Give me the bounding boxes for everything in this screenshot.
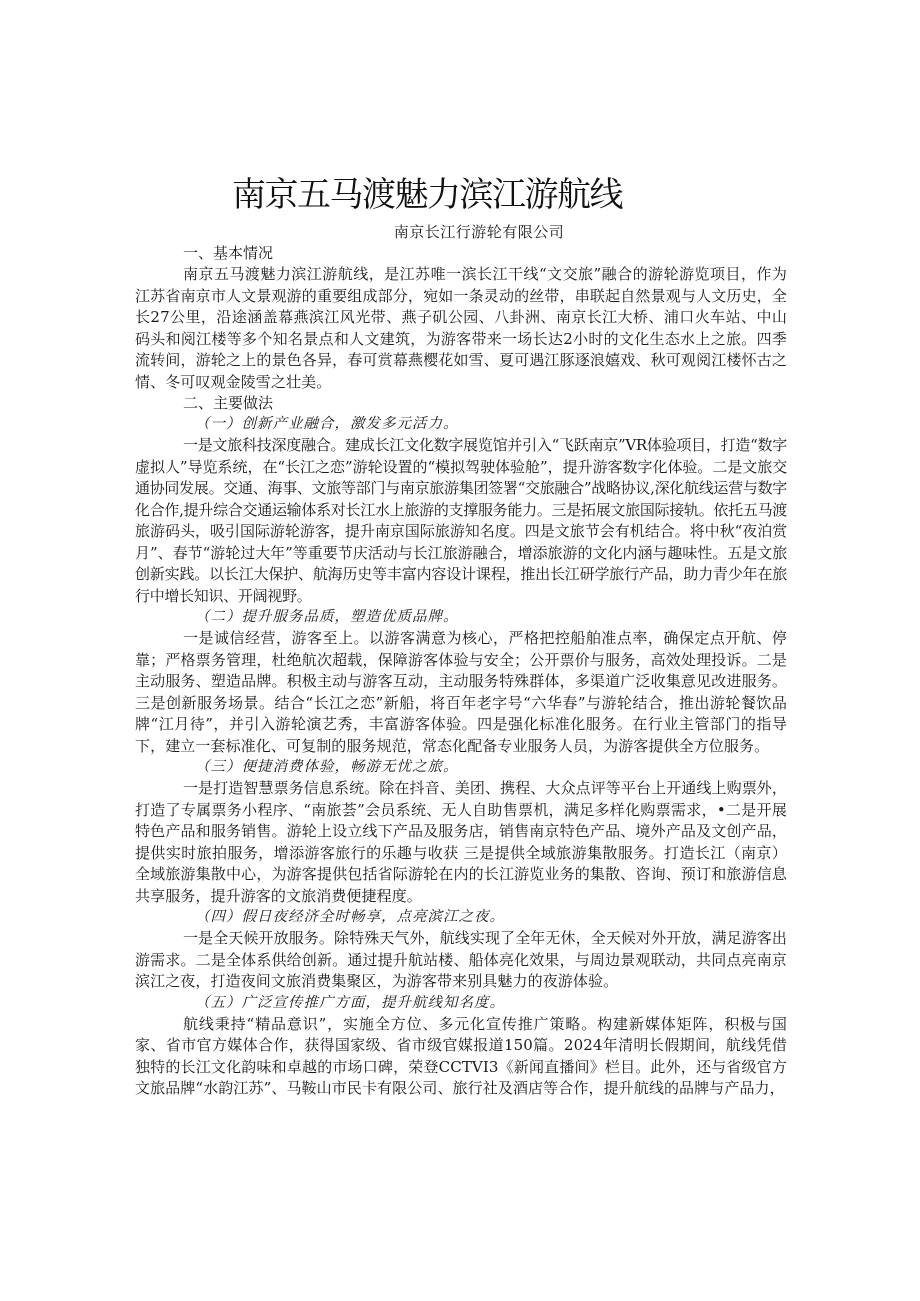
section-heading-basic: 一、基本情况 [183,244,274,262]
document-page [135,172,787,1100]
paragraph-consumer-experience: 一是打造智慧票务信息系统。除在抖音、美团、携程、大众点评等平台上开通线上购票外，打造了专属票务小程序、“南旅荟”会员系统、无人自助售票机，满足多样化购票需求，•二是开展特色产品和服务销售。游轮上设立线下产品及服务店，销售南京特色产品、境外产品及文创产品，提供实时旅拍服务，增添游客旅行的乐趣与收获 三是提供全域旅游集散服务。打造长江（南京）全域旅游集散中心，为游客提供包括省际游轮在内的长江游览业务的集散、咨询、预订和旅游信息共享服务，提升游客的文旅消费便捷程度。 [135,779,788,905]
document-subtitle: 南京长江行游轮有限公司 [393,223,565,241]
subsection-heading-2: （二）提升服务品质，塑造优质品牌。 [195,609,459,625]
paragraph-basic-info: 南京五马渡魅力滨江游航线，是江苏唯一滨长江干线“文交旅”融合的游轮游览项目，作为江苏省南京市人文景观游的重要组成部分，宛如一条灵动的丝带，串联起自然景观与人文历史，全长27公里，沿途涵盖幕燕滨江风光带、燕子矶公园、八卦洲、南京长江大桥、浦口火车站、中山码头和阅江楼等多个知名景点和人文建筑，为游客带来一场长达2小时的文化生态水上之旅。四季流转间，游轮之上的景色各异，春可赏幕燕樱花如雪、夏可遇江豚逐浪嬉戏、秋可观阅江楼怀古之情、冬可叹观金陵雪之壮美。 [135,265,787,391]
paragraph-service-quality: 一是诚信经营，游客至上。以游客满意为核心，严格把控船舶准点率，确保定点开航、停靠；严格票务管理，杜绝航次超载，保障游客体验与安全；公开票价与服务，高效处理投诉。二是主动服务、塑造品牌。积极主动与游客互动，主动服务特殊群体，多渠道广泛收集意见改进服务。三是创新服务场景。结合“长江之恋”新船，将百年老字号“六华春”与游轮结合，推出游轮餐饮品牌“江月待”，并引入游轮演艺秀，丰富游客体验。四是强化标准化服务。在行业主管部门的指导下，建立一套标准化、可复制的服务规范，常态化配备专业服务人员，为游客提供全方位服务。 [135,629,787,755]
subsection-heading-4: （四）假日夜经济全时畅享，点亮滨江之夜。 [195,909,505,925]
document-title: 南京五马渡魅力滨江游航线 [232,175,622,215]
paragraph-industry-integration: 一是文旅科技深度融合。建成长江文化数字展览馆并引入“飞跃南京”VR体验项目，打造“数字虚拟人”导览系统，在“长江之恋”游轮设置的“模拟驾驶体验舱”，提升游客数字化体验。二是文旅交通协同发展。交通、海事、文旅等部门与南京旅游集团签署“交旅融合”战略协议,深化航线运营与数字化合作,提升综合交通运输体系对长江水上旅游的支撑服务能力。三是拓展文旅国际接轨。依托五马渡旅游码头，吸引国际游轮游客，提升南京国际旅游知名度。四是文旅节会有机结合。将中秋“夜泊赏月”、春节“游轮过大年”等重要节庆活动与长江旅游融合，增添旅游的文化内涵与趣味性。五是文旅创新实践。以长江大保护、航海历史等丰富内容设计课程，推出长江研学旅行产品，助力青少年在旅行中增长知识、开阔视野。 [135,436,787,605]
paragraph-night-economy: 一是全天候开放服务。除特殊天气外，航线实现了全年无休，全天候对外开放，满足游客出游需求。二是全体系供给创新。通过提升航站楼、船体亮化效果，与周边景观联动，共同点亮南京滨江之夜，打造夜间文旅消费集聚区，为游客带来别具魅力的夜游体验。 [135,929,788,990]
subsection-heading-1: （一）创新产业融合，激发多元活力。 [195,416,459,432]
paragraph-promotion: 航线秉持“精品意识”，实施全方位、多元化宣传推广策略。构建新媒体矩阵，积极与国家、省市官方媒体合作，获得国家级、省市级官媒报道150篇。2024年清明长假期间，航线凭借独特的长江文化韵味和卓越的市场口碑，荣登CCTVI3《新闻直播间》栏目。此外，还与省级官方文旅品牌“水韵江苏”、马鞍山市民卡有限公司、旅行社及酒店等合作，提升航线的品牌与产品力， [135,1014,787,1097]
subsection-heading-3: （三）便捷消费体验，畅游无忧之旅。 [195,759,459,775]
subsection-heading-5: （五）广泛宣传推广方面，提升航线知名度。 [195,994,505,1011]
section-heading-practices: 二、主要做法 [183,394,274,412]
